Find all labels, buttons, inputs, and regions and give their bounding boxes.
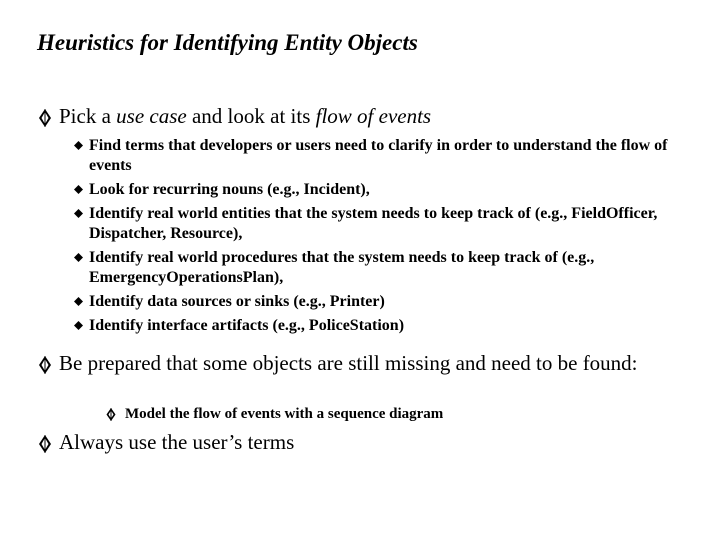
small-diamond-bullet-icon [74,209,83,218]
sub-bullet-item: Identify data sources or sinks (e.g., Printer) [74,292,674,312]
slide-title: Heuristics for Identifying Entity Objects [37,30,418,55]
diamond-bullet-icon [38,356,52,374]
small-diamond-bullet-icon [74,297,83,306]
sub-bullet-item: Identify interface artifacts (e.g., PoliceStation) [74,316,674,336]
bullet-text: Be prepared that some objects are still missing and need to be found: [59,351,638,375]
bullet-text: Always use the user’s terms [59,430,295,454]
nested-bullet-item: Model the flow of events with a sequence diagram [106,404,443,424]
bullet-text: Pick a use case and look at its flow of events [59,104,432,128]
diamond-bullet-icon [38,109,52,127]
diamond-bullet-icon [106,408,116,421]
sub-bullet-item: Find terms that developers or users need to clarify in order to understand the flow of events [74,136,674,176]
small-diamond-bullet-icon [74,321,83,330]
sub-bullet-item: Identify real world procedures that the system needs to keep track of (e.g., EmergencyOperationsPlan), [74,248,674,288]
small-diamond-bullet-icon [74,141,83,150]
small-diamond-bullet-icon [74,253,83,262]
sub-bullet-list [74,136,674,340]
sub-bullet-item: Identify real world entities that the system needs to keep track of (e.g., FieldOfficer, Dispatcher, Resource), [74,204,674,244]
diamond-bullet-icon [38,435,52,453]
sub-bullet-item: Look for recurring nouns (e.g., Incident), [74,180,674,200]
small-diamond-bullet-icon [74,185,83,194]
